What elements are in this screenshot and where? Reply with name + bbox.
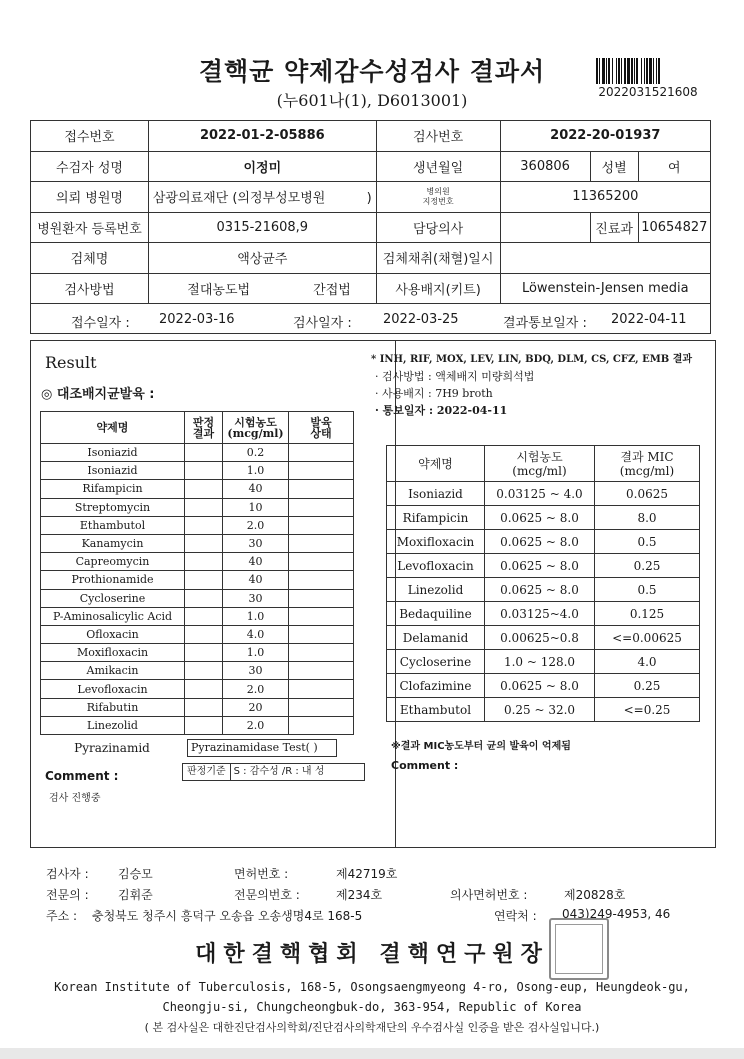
pyrazinamid-row: [40, 739, 354, 757]
table-row: [41, 462, 354, 480]
cell-conc: 1.0: [223, 644, 289, 662]
cell-mic: 0.5: [595, 578, 700, 602]
english-address-line1: Korean Institute of Tuberculosis, 168-5, Osongsaengmyeong 4-ro, Osong-eup, Heungdeok-gu,: [54, 980, 690, 994]
patient-reg: 0315-21608,9: [149, 212, 377, 243]
doctor: [500, 212, 590, 243]
table-row: [387, 698, 700, 722]
cell-judgement: [185, 662, 223, 680]
cell-growth: [289, 498, 354, 516]
method-label: 검사방법: [31, 273, 149, 304]
cell-conc: 30: [223, 534, 289, 552]
comment-text-left: 검사 진행중: [49, 793, 101, 804]
cell-mic: 0.5: [595, 530, 700, 554]
specialist-no: 제234호: [336, 888, 383, 902]
specialist-no-label: 전문의번호 :: [234, 888, 300, 902]
cell-conc: 1.0: [223, 607, 289, 625]
doctor-license-label: 의사면허번호 :: [450, 888, 528, 902]
cell-drug: Clofazimine: [387, 674, 485, 698]
cell-drug: Amikacin: [41, 662, 185, 680]
cell-judgement: [185, 607, 223, 625]
right-medium: · 사용배지 : 7H9 broth: [375, 387, 493, 400]
cell-growth: [289, 462, 354, 480]
table-row: [387, 506, 700, 530]
cell-conc: 2.0: [223, 516, 289, 534]
cell-judgement: [185, 444, 223, 462]
birth: 360806: [500, 151, 590, 182]
patient-name-label: 수검자 성명: [31, 151, 149, 182]
cell-drug: Linezolid: [41, 716, 185, 734]
cell-mic: 4.0: [595, 650, 700, 674]
table-row: [387, 554, 700, 578]
cell-judgement: [185, 553, 223, 571]
header-judgement: 판정 결과: [185, 412, 223, 444]
cell-growth: [289, 480, 354, 498]
cell-conc: 40: [223, 553, 289, 571]
document-title: 결핵균 약제감수성검사 결과서: [198, 57, 546, 86]
cell-judgement: [185, 644, 223, 662]
cell-drug: Rifampicin: [387, 506, 485, 530]
document-subtitle: (누601나(1), D6013001): [276, 91, 468, 110]
cell-judgement: [185, 534, 223, 552]
bottom-bar: [0, 1048, 744, 1059]
cell-conc: 30: [223, 589, 289, 607]
cell-growth: [289, 589, 354, 607]
cell-drug: Ofloxacin: [41, 625, 185, 643]
cell-growth: [289, 644, 354, 662]
table-row: [41, 571, 354, 589]
cell-judgement: [185, 498, 223, 516]
cell-growth: [289, 607, 354, 625]
cell-growth: [289, 698, 354, 716]
table-row: [41, 498, 354, 516]
right-notify-date: 2022-04-11: [436, 404, 508, 417]
hospital-name: 삼광의료재단 (의정부성모병원 ): [149, 182, 377, 213]
barcode-number: 2022031521608: [598, 85, 698, 99]
medium: Löwenstein-Jensen media: [500, 273, 710, 304]
received-date-label: 접수일자 :: [71, 316, 130, 331]
cell-growth: [289, 444, 354, 462]
cell-growth: [289, 716, 354, 734]
cell-drug: Moxifloxacin: [387, 530, 485, 554]
table-row: [387, 674, 700, 698]
cell-drug: Prothionamide: [41, 571, 185, 589]
cell-judgement: [185, 480, 223, 498]
pyrazinamid-name: Pyrazinamid: [74, 741, 150, 755]
contact: 043)249-4953, 46: [562, 907, 671, 921]
cell-drug: Capreomycin: [41, 553, 185, 571]
mic-header-drug: 약제명: [387, 446, 485, 482]
method: 절대농도법: [149, 273, 289, 304]
birth-label: 생년월일: [376, 151, 500, 182]
patient-info-table: [30, 120, 711, 334]
specialist-label: 전문의 :: [46, 888, 89, 902]
criteria-label: 판정기준: [183, 764, 231, 780]
tested-date-label: 검사일자 :: [293, 316, 352, 331]
cell-conc: 20: [223, 698, 289, 716]
table-row: [41, 607, 354, 625]
culture-growth-label: ◎ 대조배지균발육 :: [41, 387, 155, 402]
cell-conc: 0.03125~4.0: [485, 602, 595, 626]
collect: [500, 243, 710, 274]
table-row: [387, 482, 700, 506]
cell-judgement: [185, 589, 223, 607]
notified-date: 2022-04-11: [611, 312, 687, 327]
method2: 간접법: [288, 273, 376, 304]
comment-label-left: Comment :: [45, 769, 119, 783]
cell-judgement: [185, 625, 223, 643]
cell-conc: 0.0625 ~ 8.0: [485, 674, 595, 698]
dept-label: 진료과: [590, 212, 638, 243]
cell-drug: Isoniazid: [41, 462, 185, 480]
cell-drug: P-Aminosalicylic Acid: [41, 607, 185, 625]
cell-judgement: [185, 516, 223, 534]
license-label: 면허번호 :: [234, 867, 289, 881]
cell-judgement: [185, 571, 223, 589]
cell-conc: 1.0: [223, 462, 289, 480]
address-label: 주소 :: [46, 909, 78, 923]
mic-header-conc: 시험농도 (mcg/ml): [485, 446, 595, 482]
specimen: 액상균주: [149, 243, 377, 274]
cell-conc: 0.0625 ~ 8.0: [485, 506, 595, 530]
dates-row: [31, 304, 711, 334]
cell-drug: Isoniazid: [387, 482, 485, 506]
english-address-line2: Cheongju-si, Chungcheongbuk-do, 363-954, Republic of Korea: [162, 1000, 582, 1014]
cell-judgement: [185, 680, 223, 698]
cell-drug: Levofloxacin: [387, 554, 485, 578]
table-row: [41, 698, 354, 716]
cell-drug: Delamanid: [387, 626, 485, 650]
cell-judgement: [185, 716, 223, 734]
header-drug: 약제명: [41, 412, 185, 444]
cell-drug: Moxifloxacin: [41, 644, 185, 662]
patient-reg-label: 병원환자 등록번호: [31, 212, 149, 243]
table-row: [41, 516, 354, 534]
liquid-method-notes: [371, 351, 711, 419]
table-row: [41, 589, 354, 607]
cell-growth: [289, 662, 354, 680]
cell-drug: Bedaquiline: [387, 602, 485, 626]
table-row: [387, 626, 700, 650]
test-no-label: 검사번호: [376, 121, 500, 152]
dept: 10654827: [638, 212, 710, 243]
cell-conc: 40: [223, 571, 289, 589]
cell-conc: 10: [223, 498, 289, 516]
cell-growth: [289, 516, 354, 534]
table-row: [387, 602, 700, 626]
tester-label: 검사자 :: [46, 867, 89, 881]
collect-label: 검체채취(채혈)일시: [376, 243, 500, 274]
cell-judgement: [185, 462, 223, 480]
cell-drug: Isoniazid: [41, 444, 185, 462]
cell-drug: Levofloxacin: [41, 680, 185, 698]
contact-label: 연락처 :: [494, 909, 537, 923]
table-row: [41, 716, 354, 734]
cell-conc: 0.0625 ~ 8.0: [485, 554, 595, 578]
right-note-title: * INH, RIF, MOX, LEV, LIN, BDQ, DLM, CS, CFZ, EMB 결과: [371, 354, 693, 365]
cell-conc: 40: [223, 480, 289, 498]
cell-growth: [289, 534, 354, 552]
cell-mic: <=0.25: [595, 698, 700, 722]
cell-growth: [289, 553, 354, 571]
cell-conc: 0.0625 ~ 8.0: [485, 530, 595, 554]
table-row: [41, 534, 354, 552]
cell-mic: 0.125: [595, 602, 700, 626]
official-seal-icon: [549, 918, 609, 980]
table-row: [41, 625, 354, 643]
right-notify: [371, 402, 711, 419]
table-row: [41, 662, 354, 680]
cell-drug: Cycloserine: [387, 650, 485, 674]
cell-mic: <=0.00625: [595, 626, 700, 650]
mic-note: ※결과 MIC농도부터 균의 발육이 억제됨: [391, 741, 571, 752]
result-label: Result: [45, 353, 97, 372]
doctor-license: 제20828호: [564, 888, 626, 902]
cell-growth: [289, 571, 354, 589]
cell-conc: 2.0: [223, 716, 289, 734]
barcode-icon: [596, 58, 700, 84]
patient-name: 이정미: [149, 151, 377, 182]
hospital-code-label: 병의원 지정번호: [376, 182, 500, 213]
cell-conc: 0.2: [223, 444, 289, 462]
table-row: [41, 480, 354, 498]
cell-drug: Kanamycin: [41, 534, 185, 552]
cell-drug: Rifampicin: [41, 480, 185, 498]
cell-judgement: [185, 698, 223, 716]
cell-conc: 0.00625~0.8: [485, 626, 595, 650]
cell-conc: 0.0625 ~ 8.0: [485, 578, 595, 602]
cell-mic: 0.0625: [595, 482, 700, 506]
criteria-box: [182, 763, 365, 781]
cell-mic: 0.25: [595, 554, 700, 578]
header-concentration: 시험농도 (mcg/ml): [223, 412, 289, 444]
cell-conc: 1.0 ~ 128.0: [485, 650, 595, 674]
absolute-concentration-table: [40, 411, 354, 735]
comment-label-right: Comment :: [391, 759, 459, 772]
table-row: [387, 530, 700, 554]
received-date: 2022-03-16: [159, 312, 235, 327]
specimen-label: 검체명: [31, 243, 149, 274]
license: 제42719호: [336, 867, 398, 881]
cell-mic: 0.25: [595, 674, 700, 698]
result-section: [30, 340, 716, 848]
table-row: [41, 680, 354, 698]
mic-table: [386, 445, 700, 722]
cell-drug: Ethambutol: [387, 698, 485, 722]
cell-drug: Streptomycin: [41, 498, 185, 516]
certification-note: ( 본 검사실은 대한진단검사의학회/진단검사의학재단의 우수검사실 인증을 받은 검사실입니다.): [144, 1021, 600, 1034]
cell-drug: Linezolid: [387, 578, 485, 602]
table-row: [387, 578, 700, 602]
right-notify-label: · 통보일자 :: [375, 404, 434, 417]
right-method: · 검사방법 : 액체배지 미량희석법: [375, 370, 535, 383]
organization-name: 대한결핵협회 결핵연구원장: [195, 941, 549, 967]
hospital-label: 의뢰 병원명: [31, 182, 149, 213]
cell-conc: 0.25 ~ 32.0: [485, 698, 595, 722]
notified-date-label: 결과통보일자 :: [503, 316, 587, 331]
header-growth: 발육 상태: [289, 412, 354, 444]
medium-label: 사용배지(키트): [376, 273, 500, 304]
cell-drug: Cycloserine: [41, 589, 185, 607]
cell-conc: 30: [223, 662, 289, 680]
cell-conc: 4.0: [223, 625, 289, 643]
sex-label: 성별: [590, 151, 638, 182]
cell-drug: Rifabutin: [41, 698, 185, 716]
reception-no-label: 접수번호: [31, 121, 149, 152]
hospital-code: 11365200: [500, 182, 710, 213]
table-row: [387, 650, 700, 674]
cell-mic: 8.0: [595, 506, 700, 530]
address: 충청북도 청주시 흥덕구 오송읍 오송생명4로 168-5: [92, 909, 363, 923]
reception-no: 2022-01-2-05886: [149, 121, 377, 152]
cell-conc: 0.03125 ~ 4.0: [485, 482, 595, 506]
cell-drug: Ethambutol: [41, 516, 185, 534]
test-no: 2022-20-01937: [500, 121, 710, 152]
sex: 여: [638, 151, 710, 182]
mic-header-result: 결과 MIC (mcg/ml): [595, 446, 700, 482]
table-row: [41, 644, 354, 662]
table-row: [41, 444, 354, 462]
doctor-label: 담당의사: [376, 212, 500, 243]
pyrazinamidase-test: Pyrazinamidase Test( ): [187, 739, 337, 757]
table-row: [41, 553, 354, 571]
tested-date: 2022-03-25: [383, 312, 459, 327]
cell-growth: [289, 680, 354, 698]
criteria-value: S : 감수성 /R : 내 성: [233, 766, 325, 777]
cell-conc: 2.0: [223, 680, 289, 698]
tester: 김승모: [118, 867, 153, 881]
cell-growth: [289, 625, 354, 643]
specialist: 김휘준: [118, 888, 153, 902]
